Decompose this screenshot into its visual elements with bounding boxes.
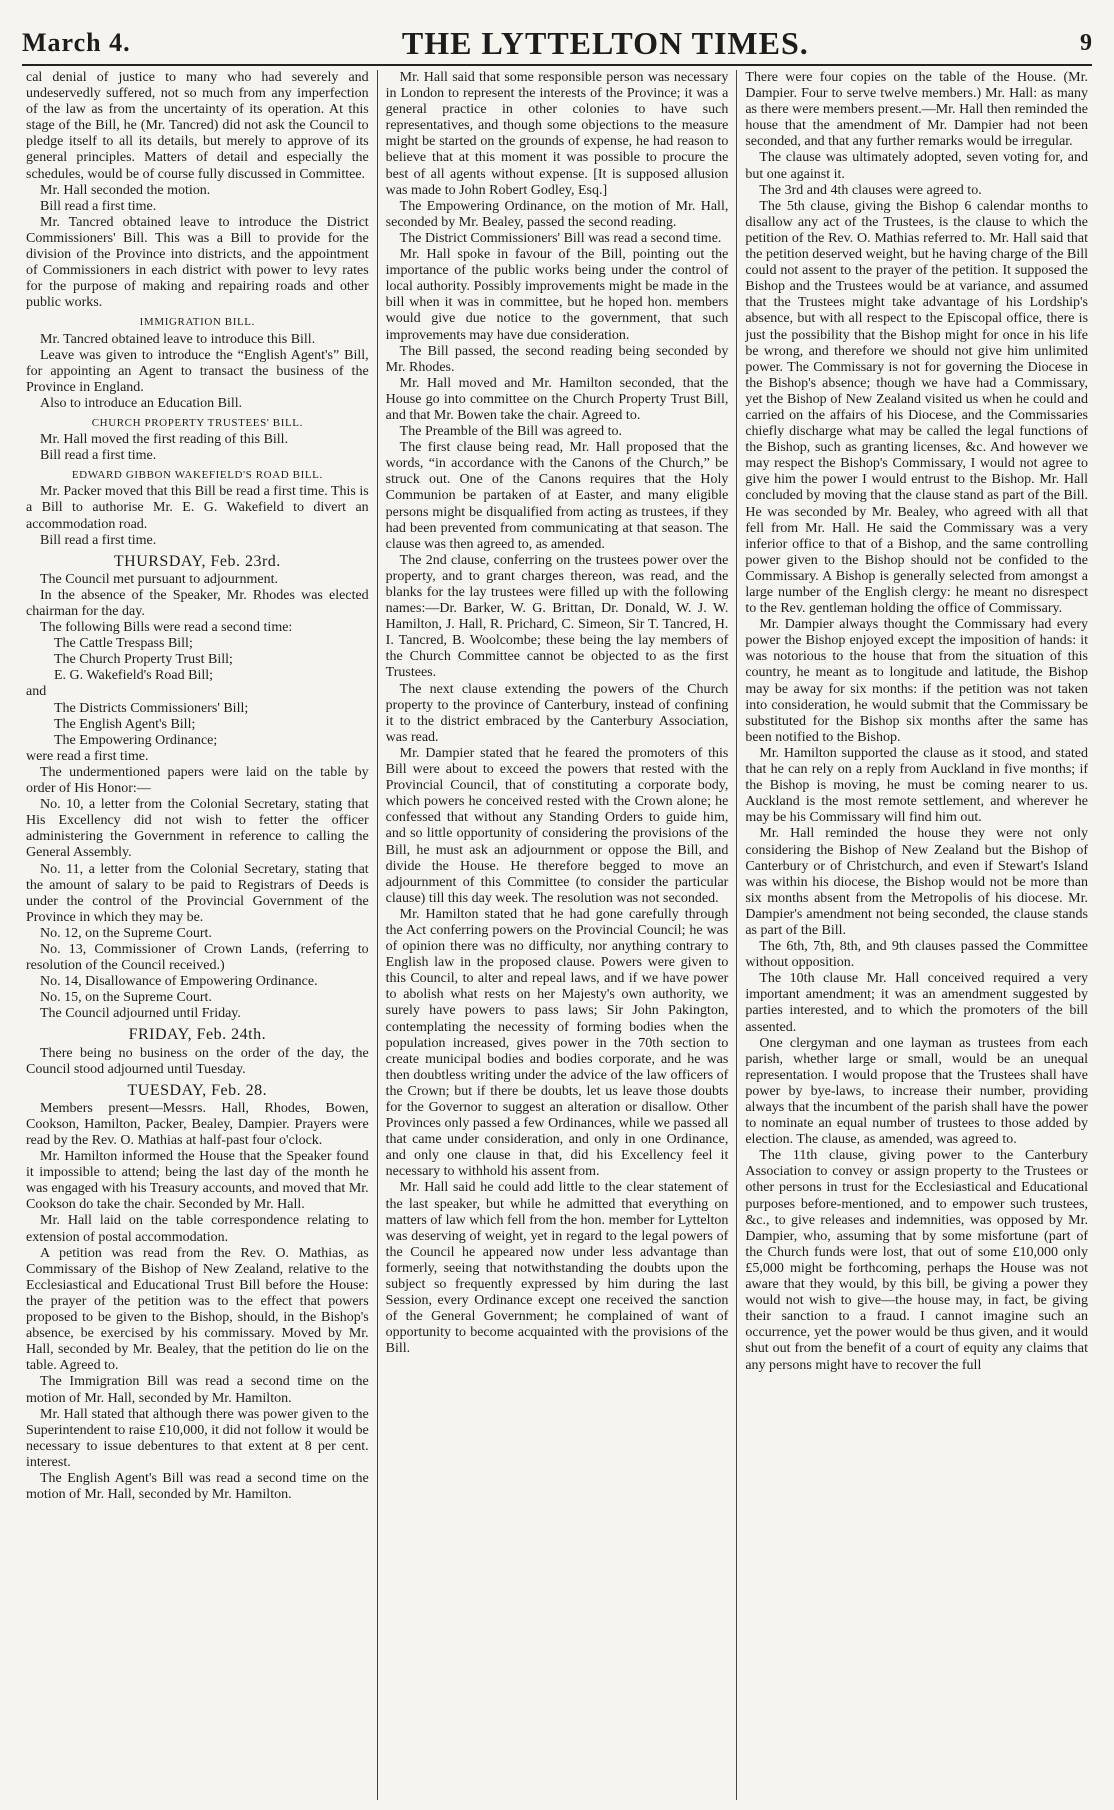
paragraph: Mr. Packer moved that this Bill be read a first time. This is a Bill to authorise Mr. E. G. Wakefield to divert an accommodation road.: [26, 484, 369, 532]
paragraph: The Preamble of the Bill was agreed to.: [399, 424, 623, 440]
bill-list-item: The Empowering Ordinance;: [54, 732, 218, 748]
paragraph: There were four copies on the table of the House. (Mr. Dampier. Four to serve twelve members.) Mr. Hall: as many as there were members present.—Mr. Hall then reminded the house that the amendment of Mr. Dampier had not been seconded, and that any further remarks would be irregular.: [745, 70, 1089, 150]
section-heading: EDWARD GIBBON WAKEFIELD'S ROAD BILL.: [71, 469, 323, 482]
newspaper-title: THE LYTTELTON TIMES.: [401, 24, 809, 61]
paragraph: In the absence of the Speaker, Mr. Rhodes was elected chairman for the day.: [26, 587, 369, 619]
paragraph: No. 11, a letter from the Colonial Secretary, stating that the amount of salary to be paid to Registrars of Deeds is under the control of the Provincial Government of the Province in which they may be.: [26, 861, 369, 925]
day-heading: FRIDAY, Feb. 24th.: [128, 1026, 267, 1044]
paragraph: No. 10, a letter from the Colonial Secretary, stating that His Excellency did not wish to fetter the officer administering the Government in reference to calling the General Assembly.: [26, 797, 369, 861]
paragraph: Mr. Tancred obtained leave to introduce this Bill.: [40, 331, 316, 347]
paragraph: were read a first time.: [26, 748, 149, 764]
paragraph: The 3rd and 4th clauses were agreed to.: [759, 182, 982, 198]
paragraph: The Empowering Ordinance, on the motion of Mr. Hall, seconded by Mr. Bealey, passed the second reading.: [385, 198, 729, 230]
paragraph: The 2nd clause, conferring on the trustees power over the property, and to grant charges thereon, was read, and the blanks for the lay trustees were filled up with the following names:—Dr. Barker, W. G. Brittan, Dr. Donald, W. J. W. Hamilton, J. Hall, R. Prichard, C. Simeon, Sir T. Tancred, H. I. Tancred, B. Woolcombe; these being the lay members of the Church Committee cannot be objected to as the first Trustees.: [385, 552, 729, 681]
paragraph: The Immigration Bill was read a second time on the motion of Mr. Hall, seconded by Mr. Hamilton.: [26, 1374, 369, 1406]
section-heading: IMMIGRATION BILL.: [139, 316, 255, 329]
paragraph: A petition was read from the Rev. O. Mathias, as Commissary of the Bishop of New Zealand, relative to the Ecclesiastical and Educational Trust Bill before the House: the prayer of the petition was to the effect that powers proposed to be given to the Bishop, should, in the Bishop's absence, be exercised by his commissary. Moved by Mr. Hall, seconded by Mr. Bealey, that the petition do lie on the table. Agreed to.: [26, 1245, 369, 1374]
bill-list-item: The Districts Commissioners' Bill;: [54, 700, 249, 716]
paragraph: The clause was ultimately adopted, seven voting for, and but one against it.: [745, 150, 1089, 182]
paragraph: Mr. Hall seconded the motion.: [40, 182, 211, 198]
paragraph: The 10th clause Mr. Hall conceived required a very important amendment; it was an amendment suggested by parties interested, and to which the promoters of the bill assented.: [745, 971, 1089, 1035]
paragraph: The Council adjourned until Friday.: [40, 1006, 241, 1022]
masthead: [22, 22, 1092, 66]
paragraph: and: [26, 684, 47, 700]
paragraph: Mr. Dampier always thought the Commissary had every power the Bishop enjoyed except the imposition of hands: it was notorious to the house that from the situation of this country, he meant as to longitude and latitude, the Bishop may be away for six months: if the petition was not taken into consideration, he would submit that the Commissary be substituted for the Bishop six months after the same has been notified to the Bishop.: [745, 617, 1089, 745]
bill-list-item: The Church Property Trust Bill;: [54, 652, 233, 668]
paragraph: The 6th, 7th, 8th, and 9th clauses passed the Committee without opposition.: [745, 939, 1089, 971]
column-1: [18, 70, 377, 1800]
paragraph: Mr. Hall moved the first reading of this Bill.: [40, 432, 289, 448]
paragraph: No. 15, on the Supreme Court.: [40, 990, 212, 1006]
paragraph: Mr. Hall reminded the house they were not only considering the Bishop of New Zealand but the Bishop of Canterbury or of Christchurch, and even if Stewart's Island was within his diocese, the Bishop would not be more than six months absent from the Metropolis of his diocese. Mr. Dampier's amendment not being seconded, the clause stands as part of the Bill.: [745, 826, 1089, 938]
paragraph: Mr. Hall moved and Mr. Hamilton seconded, that the House go into committee on the Church Property Trust Bill, and that Mr. Bowen take the chair. Agreed to.: [385, 375, 729, 423]
paragraph: Members present—Messrs. Hall, Rhodes, Bowen, Cookson, Hamilton, Packer, Bealey, Dampier. Prayers were read by the Rev. O. Mathias at half-past four o'clock.: [26, 1100, 369, 1148]
paragraph: Mr. Hamilton stated that he had gone carefully through the Act conferring powers on the Provincial Council; he was of opinion there was no difficulty, nor anything contrary to English law in the proposed clause. Powers were given to this Council, to alter and repeal laws, and if we have power to abolish what rests on her Majesty's own authority, we surely have powers to pass laws; Sir John Pakington, contemplating the necessity of forming bodies when the population increased, gives power in the 70th section to create municipal bodies and bodies corporate, and he was then doubtless writing under the advice of the law officers of the Crown; but if there be doubts, let us leave those doubts for the Governor to suggest an alteration or disallow. Other Provinces only passed a few Ordinances, while we passed all that came under consideration, and only in one Ordinance, and only one clause in that, did his Excellency feel it necessary to withhold his assent from.: [385, 906, 729, 1180]
paragraph: Mr. Hamilton supported the clause as it stood, and stated that he can rely on a reply from Auckland in five months; if the Bishop is moving, he must be coming nearer to us. Auckland is the most remote settlement, and wherever he may be his Commissary will find him out.: [745, 745, 1089, 826]
column-3: [736, 70, 1096, 1800]
section-heading: CHURCH PROPERTY TRUSTEES' BILL.: [91, 416, 303, 429]
bill-list-item: E. G. Wakefield's Road Bill;: [54, 668, 214, 684]
paragraph: The Bill passed, the second reading being seconded by Mr. Rhodes.: [385, 343, 729, 375]
day-heading: TUESDAY, Feb. 28.: [127, 1081, 268, 1099]
paragraph: Mr. Hall spoke in favour of the Bill, pointing out the importance of the public works being under the control of local authority. Possibly improvements might be made in the bill when it was in committee, but he hoped hon. members would give due notice to the government, that such improvements may have due consideration.: [385, 247, 729, 343]
paragraph: Bill read a first time.: [40, 448, 157, 464]
bill-list-item: The English Agent's Bill;: [54, 716, 196, 732]
day-heading: THURSDAY, Feb. 23rd.: [113, 552, 281, 570]
paragraph: The Council met pursuant to adjournment.: [40, 571, 278, 587]
issue-date: March 4.: [22, 28, 131, 57]
paragraph: Mr. Hall said that some responsible person was necessary in London to represent the interests of the Province; it was a general practice in other colonies to have such representatives, and though some objections to the measure might be started on the grounds of expense, he had reason to believe that at this moment it was possible to procure the best of all agents without expense. [It is supposed allusion was made to John Robert Godley, Esq.]: [385, 70, 729, 198]
paragraph: Bill read a first time.: [40, 532, 157, 548]
article-columns: [18, 70, 1096, 1800]
paragraph: Leave was given to introduce the “English Agent's” Bill, for appointing an Agent to transact the business of the Province in England.: [26, 347, 369, 395]
column-2: [377, 70, 737, 1800]
paragraph: The 5th clause, giving the Bishop 6 calendar months to disallow any act of the Trustees, is the clause to which the petition of the Rev. O. Mathias referred to. Mr. Hall said that the petition deserved weight, but he having charge of the Bill could not assent to the prayer of the petition. It supposed the Bishop and the Trustees would be at variance, and assumed that the Trustees might take advantage of his Lordship's absence, but with all respect to the Episcopal office, there is just the possibility that the Bishop might for once in his life be wrong, and therefore we should not give him unlimited power. The Commissary is not for governing the Diocese in the Bishop's absence; though we have had a Commissary, yet the Bishop of New Zealand visited us when he could and carried on the affairs of his Diocese, and the Commissaries chiefly discharge what may be called the legal functions of the Bishop, such as granting licenses, &c. And however we may respect the Bishop's Commissary, I would not agree to give him the power I would entrust to the Bishop. Mr. Hall concluded by moving that the clause stand as part of the Bill. He was seconded by Mr. Bealey, who agreed with all that fell from Mr. Hall. He said the Commissary was a very inferior office to that of a Bishop, and the same controlling power given to the Bishop should not be confided to the Commissary. A Bishop is generally selected from amongst a large number of the English clergy: he meant no disrespect to the Rev. gentleman holding the office of Commissary.: [745, 198, 1089, 617]
paragraph: Also to introduce an Education Bill.: [40, 395, 243, 411]
paragraph: cal denial of justice to many who had severely and undeservedly suffered, not so much from any imperfection of the law as from the uncertainty of its operation. At this stage of the Bill, he (Mr. Tancred) did not ask the Council to pledge itself to all its details, but merely to approve of its general principles. Matters of detail and especially the schedules, would be of course fully discussed in Committee.: [26, 70, 369, 182]
page-number: 9: [1079, 29, 1092, 56]
paragraph: The first clause being read, Mr. Hall proposed that the words, “in accordance with the Canons of the Church,” be struck out. One of the Canons requires that the Holy Communion be partaken of at Easter, and many eligible persons might be disqualified from acting as trustees, if they had been prevented from communicating at that season. The clause was then agreed to, as amended.: [385, 440, 729, 552]
paragraph: No. 13, Commissioner of Crown Lands, (referring to resolution of the Council received.): [26, 941, 369, 974]
paragraph: Mr. Hamilton informed the House that the Speaker found it impossible to attend; being the last day of the month he was engaged with his Treasury accounts, and moved that Mr. Cookson do take the chair. Seconded by Mr. Hall.: [26, 1149, 369, 1213]
paragraph: Bill read a first time.: [40, 198, 157, 214]
paragraph: No. 12, on the Supreme Court.: [40, 925, 212, 941]
paragraph: One clergyman and one layman as trustees from each parish, whether large or small, would be an unequal representation. I would propose that the Trustees shall have power by bye-laws, to increase their number, providing always that the incumbent of the parish shall have the power to nominate an equal number of trustees to those added by election. The clause, as amended, was agreed to.: [745, 1035, 1089, 1148]
paragraph: No. 14, Disallowance of Empowering Ordinance.: [40, 974, 318, 990]
paragraph: Mr. Hall laid on the table correspondence relating to extension of postal accommodation.: [26, 1213, 369, 1245]
paragraph: The 11th clause, giving power to the Canterbury Association to convey or assign property to the Trustees or other persons in trust for the Ecclesiastical and Educational purposes before-mentioned, and to empower such trustees, &c., to give releases and indemnities, was opposed by Mr. Dampier, who, assuming that by some misfortune (part of the Church funds were lost, that out of some £10,000 only £5,000 might be forthcoming, perhaps the House was not aware that they would, by this bill, be giving a power they would not wish to give—the house may, in fact, be giving their sanction to a fraud. I cannot imagine such an occurrence, yet the power would be thus given, and it would shut out from the benefit of a court of equity any claims that any persons might have to recover the full: [745, 1148, 1089, 1373]
paragraph: The English Agent's Bill was read a second time on the motion of Mr. Hall, seconded by Mr. Hamilton.: [26, 1470, 369, 1503]
paragraph: There being no business on the order of the day, the Council stood adjourned until Tuesday.: [26, 1045, 369, 1077]
paragraph: The following Bills were read a second time:: [40, 620, 293, 636]
paragraph: Mr. Hall said he could add little to the clear statement of the last speaker, but while he admitted that everything on matters of law which fell from the hon. member for Lyttelton was deserving of weight, yet in regard to the legal powers of the Council he appeared now under less advantage than formerly, seeing that notwithstanding the doubts upon the subject so frequently expressed by him during the last Session, every Ordinance except one received the sanction of the General Government; he complained of want of opportunity to become acquainted with the provisions of the Bill.: [385, 1180, 729, 1357]
paragraph: Mr. Tancred obtained leave to introduce the District Commissioners' Bill. This was a Bill to provide for the division of the Province into districts, and the appointment of Commissioners in each district with power to levy rates for the purpose of making and repairing roads and other public works.: [26, 214, 369, 311]
paragraph: Mr. Hall stated that although there was power given to the Superintendent to raise £10,000, it did not follow it would be necessary to issue debentures to that extent at 8 per cent. interest.: [26, 1406, 369, 1470]
bill-list-item: The Cattle Trespass Bill;: [54, 636, 193, 652]
paragraph: The undermentioned papers were laid on the table by order of His Honor:—: [26, 764, 369, 797]
paragraph: The next clause extending the powers of the Church property to the province of Canterbury, instead of confining it to the district embraced by the Canterbury Association, was read.: [385, 681, 729, 745]
paragraph: Mr. Dampier stated that he feared the promoters of this Bill were about to exceed the powers that rested with the Provincial Council, that of constituting a corporate body, which powers he conceived rested with the Crown alone; he confessed that without any Standing Orders to guide him, and so little opportunity of considering the provisions of the Bill, he must ask an adjournment or oppose the Bill, and divide the House. He therefore begged to move an adjournment of this Committee (to consider the particular clause) till this day week. The resolution was not seconded.: [385, 745, 729, 906]
paragraph: The District Commissioners' Bill was read a second time.: [399, 230, 722, 246]
